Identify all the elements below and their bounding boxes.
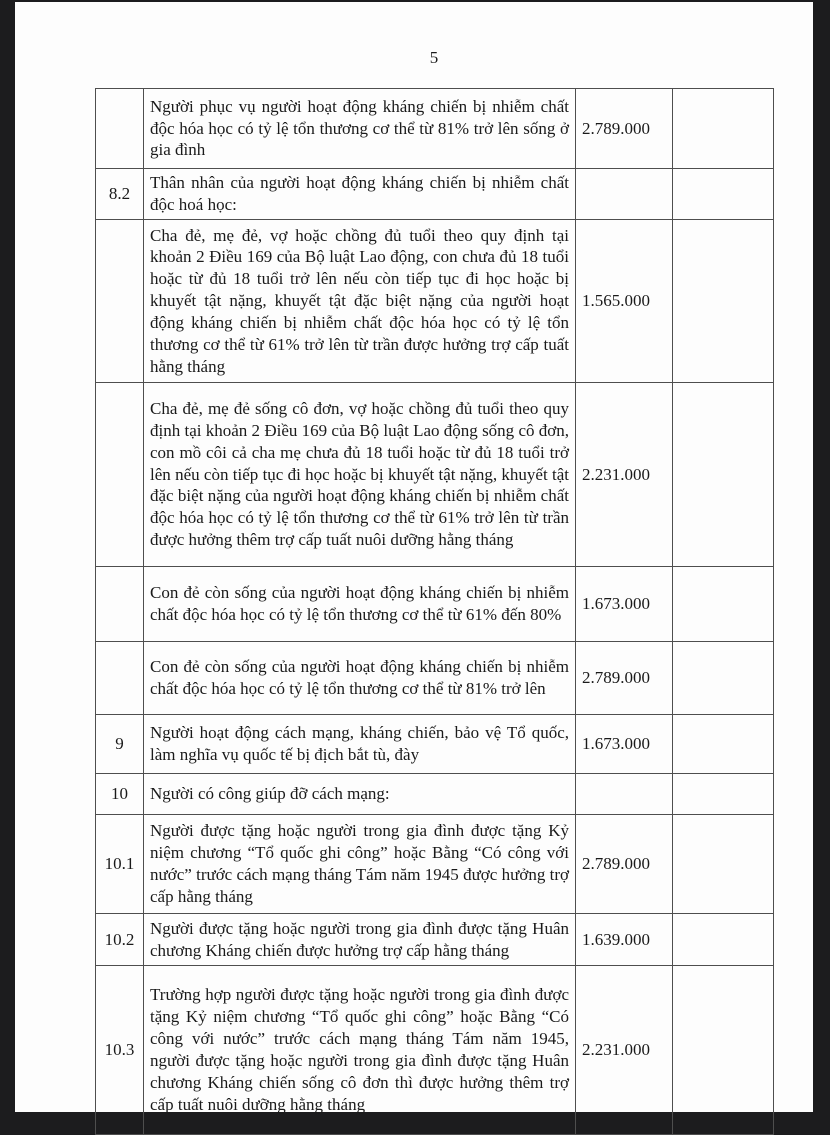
amount-cell: 1.673.000 [576,567,673,642]
description-cell: Con đẻ còn sống của người hoạt động kháng chiến bị nhiễm chất độc hóa học có tỷ lệ tổn thương cơ thể từ 81% trở lên [144,642,576,715]
table-row [96,220,774,383]
description-cell: Người có công giúp đỡ cách mạng: [144,774,576,815]
amount-cell: 2.231.000 [576,383,673,567]
note-cell [673,169,774,220]
row-number-cell: 9 [96,715,144,774]
page-number: 5 [429,48,439,67]
row-number-cell: 8.2 [96,169,144,220]
note-cell [673,383,774,567]
allowance-table [95,88,774,1135]
note-cell [673,914,774,966]
row-number-cell [96,383,144,567]
table-row [96,383,774,567]
description-cell: Trường hợp người được tặng hoặc người trong gia đình được tặng Kỷ niệm chương “Tổ quốc ghi công” hoặc Bằng “Có công với nước” trước cách mạng tháng Tám năm 1945, người được tặng hoặc người trong gia đình được tặng Huân chương Kháng chiến sống cô đơn thì được hưởng thêm trợ cấp tuất nuôi dưỡng hằng tháng [144,966,576,1135]
amount-cell: 1.639.000 [576,914,673,966]
amount-cell: 2.231.000 [576,966,673,1135]
table-row [96,966,774,1135]
table-row [96,815,774,914]
row-number-cell [96,642,144,715]
row-number-cell: 10 [96,774,144,815]
description-cell: Con đẻ còn sống của người hoạt động kháng chiến bị nhiễm chất độc hóa học có tỷ lệ tổn thương cơ thể từ 61% đến 80% [144,567,576,642]
amount-cell [576,774,673,815]
amount-cell: 1.673.000 [576,715,673,774]
description-cell: Thân nhân của người hoạt động kháng chiến bị nhiễm chất độc hoá học: [144,169,576,220]
table-row [96,169,774,220]
table-row [96,715,774,774]
amount-cell: 2.789.000 [576,815,673,914]
description-cell: Người được tặng hoặc người trong gia đình được tặng Kỷ niệm chương “Tổ quốc ghi công” hoặc Bằng “Có công với nước” trước cách mạng tháng Tám năm 1945 được hưởng trợ cấp hằng tháng [144,815,576,914]
note-cell [673,815,774,914]
amount-cell: 1.565.000 [576,220,673,383]
row-number-cell: 10.1 [96,815,144,914]
note-cell [673,220,774,383]
table-row [96,914,774,966]
table-row [96,774,774,815]
note-cell [673,715,774,774]
table-row [96,642,774,715]
description-cell: Người hoạt động cách mạng, kháng chiến, bảo vệ Tổ quốc, làm nghĩa vụ quốc tế bị địch bắt tù, đày [144,715,576,774]
table-row [96,89,774,169]
note-cell [673,774,774,815]
note-cell [673,642,774,715]
note-cell [673,89,774,169]
row-number-cell: 10.3 [96,966,144,1135]
amount-cell: 2.789.000 [576,642,673,715]
row-number-cell [96,567,144,642]
description-cell: Người phục vụ người hoạt động kháng chiến bị nhiễm chất độc hóa học có tỷ lệ tổn thương cơ thể từ 81% trở lên sống ở gia đình [144,89,576,169]
table-row [96,567,774,642]
description-cell: Cha đẻ, mẹ đẻ, vợ hoặc chồng đủ tuổi theo quy định tại khoản 2 Điều 169 của Bộ luật Lao động, con chưa đủ 18 tuổi hoặc từ đủ 18 tuổi trở lên nếu còn tiếp tục đi học hoặc bị khuyết tật nặng, khuyết tật đặc biệt nặng của người hoạt động kháng chiến bị nhiễm chất độc hóa học có tỷ lệ tổn thương cơ thể từ 61% trở lên từ trần được hưởng trợ cấp tuất hằng tháng [144,220,576,383]
note-cell [673,567,774,642]
row-number-cell [96,220,144,383]
description-cell: Người được tặng hoặc người trong gia đình được tặng Huân chương Kháng chiến được hưởng trợ cấp hằng tháng [144,914,576,966]
amount-cell: 2.789.000 [576,89,673,169]
amount-cell [576,169,673,220]
row-number-cell [96,89,144,169]
allowance-table-body [96,89,774,1135]
row-number-cell: 10.2 [96,914,144,966]
description-cell: Cha đẻ, mẹ đẻ sống cô đơn, vợ hoặc chồng đủ tuổi theo quy định tại khoản 2 Điều 169 của Bộ luật Lao động sống cô đơn, con mồ côi cả cha mẹ chưa đủ 18 tuổi hoặc từ đủ 18 tuổi trở lên nếu còn tiếp tục đi học hoặc bị khuyết tật nặng, khuyết tật đặc biệt nặng của người hoạt động kháng chiến bị nhiễm chất độc hóa học có tỷ lệ tổn thương cơ thể từ 61% trở lên từ trần được hưởng thêm trợ cấp tuất nuôi dưỡng hằng tháng [144,383,576,567]
document-page [15,2,813,1112]
note-cell [673,966,774,1135]
